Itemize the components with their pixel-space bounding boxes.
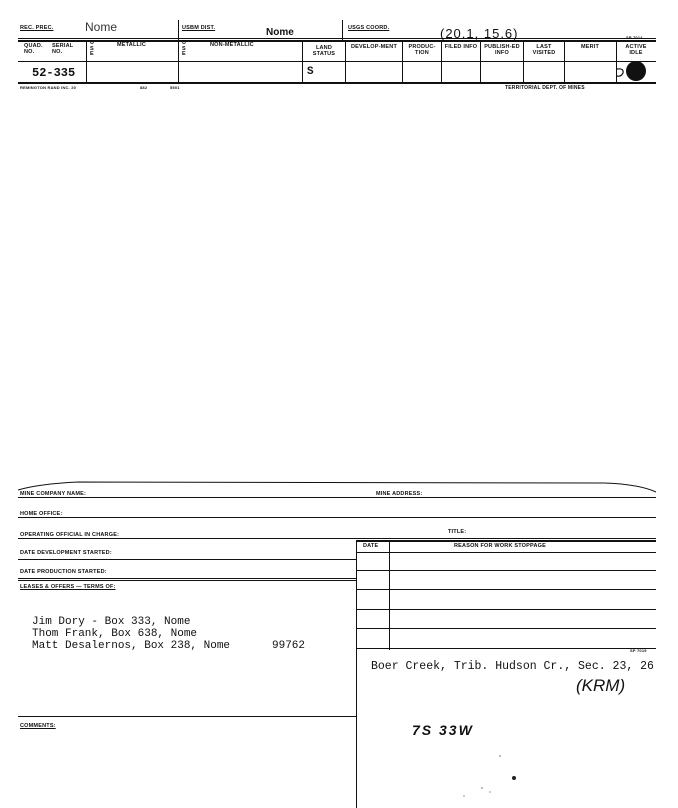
col-use-1: U S E [90,40,95,57]
col-serial-no: SERIAL NO. [52,43,74,55]
reason-col-label: REASON FOR WORK STOPPAGE [454,543,546,549]
mine-company-label: MINE COMPANY NAME: [20,491,87,497]
col-non-metallic: NON-METALLIC [210,42,254,48]
col-quad-no: QUAD. NO. [24,43,43,55]
comments-label: COMMENTS: [20,723,56,729]
rec-prec-value: Nome [85,20,118,34]
list-item: Matt Desalernos, Box 238, Nome [32,640,231,652]
usgs-coord-value: (20.1, 15.6) [440,26,519,41]
col-land-status: LAND STATUS [312,45,336,57]
col-production: PRODUC-TION [408,44,436,56]
top-card-header-rule-2 [18,40,656,42]
date-prod-label: DATE PRODUCTION STARTED: [20,569,107,575]
quad-serial-value: 52-335 [32,66,76,80]
top-footer-code2: 5501 [170,85,180,90]
initials: (KRM) [576,676,626,695]
col-use-2: U S E [182,40,187,57]
land-status-value: S [307,66,314,78]
usgs-coord-label: USGS COORD. [348,25,390,31]
list-item: Thom Frank, Box 638, Nome [32,628,198,640]
top-footer-right: TERRITORIAL DEPT. OF MINES [505,85,585,91]
col-active-idle: ACTIVE IDLE [625,44,647,56]
top-footer-code1: 882 [140,85,148,90]
col-development: DEVELOP-MENT [350,44,398,50]
date-col-label: DATE [363,543,379,549]
list-item: Jim Dory - Box 333, Nome [32,616,191,628]
home-office-label: HOME OFFICE: [20,511,63,517]
rec-prec-label: REC. PREC. [20,25,54,31]
top-footer-left: REMINGTON RAND INC. 20 [20,85,77,90]
usbm-dist-value: Nome [266,27,294,38]
title-label: TITLE: [448,529,467,535]
usbm-dist-label: USBM DIST. [182,25,216,31]
handwritten-note: 7S 33W [412,722,474,738]
zip-value: 99762 [272,640,306,652]
leases-label: LEASES & OFFERS — TERMS OF: [20,584,116,590]
col-last-visited: LAST VISITED [532,44,556,56]
date-dev-label: DATE DEVELOPMENT STARTED: [20,550,112,556]
operating-official-label: OPERATING OFFICIAL IN CHARGE: [20,532,120,538]
col-merit: MERIT [580,44,600,50]
location-text: Boer Creek, Trib. Hudson Cr., Sec. 23, 26 [371,660,654,673]
col-filed-info: FILED INFO [444,44,478,50]
card-top-edge [18,474,658,494]
mine-address-label: MINE ADDRESS: [376,491,423,497]
active-marker-icon [614,60,650,84]
col-metallic: METALLIC [117,42,146,48]
col-published-info: PUBLISH-ED INFO [484,44,520,56]
top-form-number: SP 7014 [626,35,643,40]
pencil-marks [440,740,540,800]
bottom-form-number: SP 7015 [630,648,647,653]
